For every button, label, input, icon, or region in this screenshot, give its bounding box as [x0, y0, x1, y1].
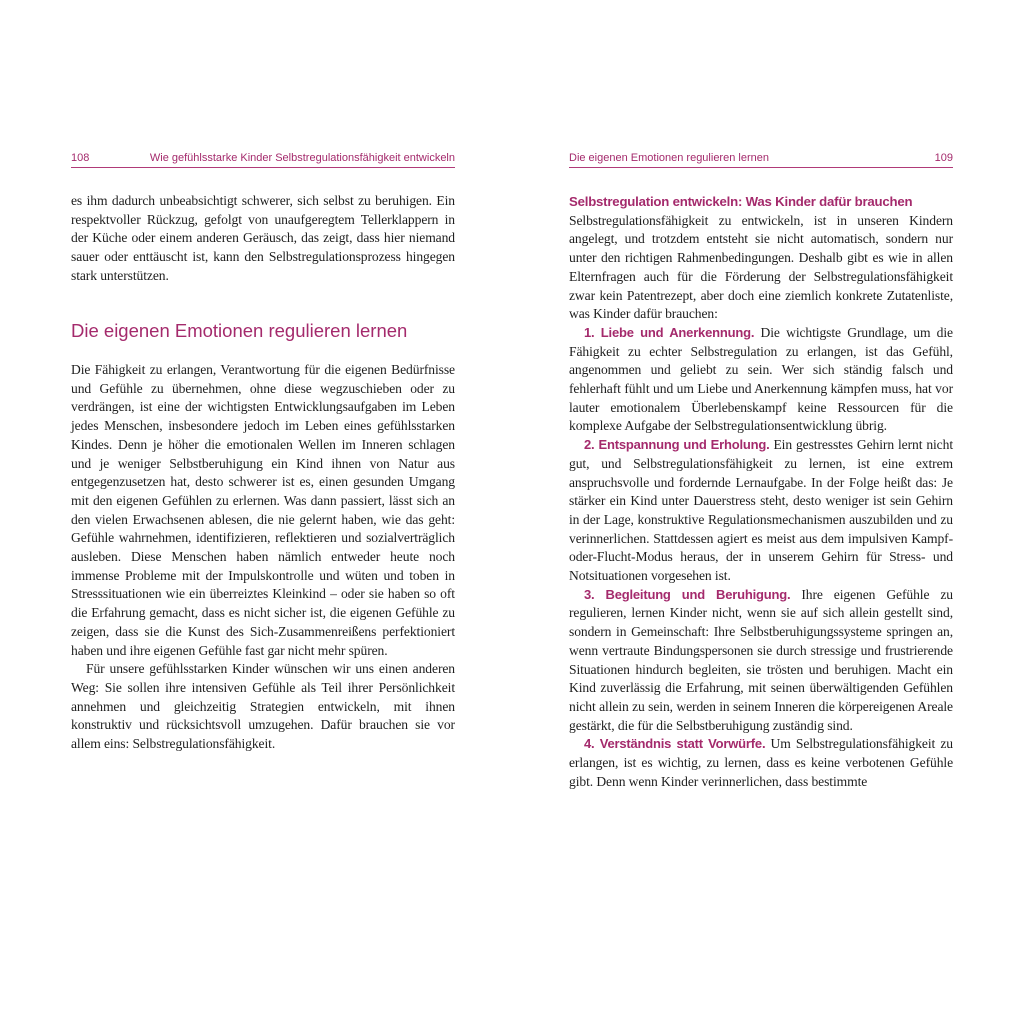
list-item [569, 324, 953, 436]
paragraph: Selbstregulationsfähigkeit zu entwickeln, ist in unseren Kindern angelegt, und trotzdem entsteht sie nicht automatisch, sondern nur unter den richtigen Rahmenbedingungen. Deshalb gibt es wie in allen Elternfragen auch für die Förderung der Selbstregulationsfähigkeit zwar kein Patentrezept, aber doch eine ziemlich konkrete Zutatenliste, was Kinder dafür brauchen: [569, 212, 953, 322]
list-item-lead: 4. Verständnis statt Vorwürfe. [584, 736, 766, 752]
right-main-text [569, 193, 953, 792]
paragraph: Für unsere gefühlsstarken Kinder wünschen wir uns einen anderen Weg: Sie sollen ihre intensiven Gefühle als Teil ihrer Persönlichkeit annehmen und gleichzeitig Strategien entwickeln, mit ihnen konstruktiv und rücksichtsvoll umzugehen. Dafür brauchen sie vor allem eins: Selbstregulationsfähigkeit. [71, 661, 455, 752]
right-page-number: 109 [934, 152, 953, 164]
subheading: Selbstregulation entwickeln: Was Kinder dafür brauchen [569, 194, 913, 209]
list-item-lead: 1. Liebe und Anerkennung. [584, 324, 755, 340]
list-item-lead: 3. Begleitung und Beruhigung. [584, 586, 791, 602]
list-item-text: Ein gestresstes Gehirn lernt nicht gut, und Selbstregulationsfähigkeit zu lernen, ist eine extrem anspruchsvolle und fordernde Lernaufgabe. In der Folge heißt das: Je stärker ein Kind unter Dauerstress steht, desto weniger ist sein Gehirn in der Lage, konstruktive Regulationsmechanismen auszubilden und zu verinnerlichen. Stattdessen agiert es meist aus dem impulsiven Kampf-oder-Flucht-Modus heraus, der in unserem Gehirn für Stress- und Notsituationen vorgesehen ist. [569, 437, 953, 584]
list-item-text: Um Selbstregulationsfähigkeit zu erlangen, ist es wichtig, zu lernen, dass es keine verbotenen Gefühle gibt. Denn wenn Kinder verinnerlichen, dass bestimmte [569, 736, 953, 789]
left-page-number: 108 [71, 152, 90, 164]
list-item [569, 735, 953, 791]
left-opening-text [71, 192, 455, 286]
paragraph: Die Fähigkeit zu erlangen, Verantwortung für die eigenen Bedürfnisse und Gefühle zu übernehmen, ohne diese wegzuschieben oder zu verdrängen, ist eine der wichtigsten Entwicklungsaufgaben im Leben jedes Menschen, insbesondere jedoch im Leben eines gefühlsstarken Kindes. Denn je höher die emotionalen Wellen im Inneren schlagen und je weniger Selbstberuhigung ein Kind ihnen von Natur aus entgegenzusetzen hat, desto schwerer ist es, einen gesunden Umgang mit den eigenen Gefühlen zu erlernen. Was dann passiert, lässt sich an den vielen Erwachsenen ablesen, die nie gelernt haben, wie das geht: Gefühle wahrnehmen, identifizieren, reflektieren und sozialverträglich ausleben. Diese Menschen haben nämlich entweder heute noch immense Probleme mit der Impulskontrolle und wüten und toben in Stresssituationen wie ein überreiztes Kleinkind – oder sie haben so oft die Erfahrung gemacht, dass es nicht sicher ist, die eigenen Gefühle zu zeigen, dass sie die Kunst des Sich-Zusammenreißens perfektioniert haben und ihre eigenen Gefühle fast gar nicht mehr spüren. [71, 362, 455, 658]
list-item-lead: 2. Entspannung und Erholung. [584, 437, 770, 453]
left-main-text [71, 361, 455, 754]
right-running-head [569, 151, 953, 168]
list-item-text: Ihre eigenen Gefühle zu regulieren, lernen Kinder nicht, wenn sie auf sich allein gestellt sind, sondern in Gemeinschaft: Ihre Selbstberuhigungssysteme springen an, wenn vertraute Bindungspersonen sie durch stressige und frustrierende Situationen hindurch begleiten, sie trösten und beruhigen. Macht ein Kind zuverlässig die Erfahrung, mit seinen überwältigenden Gefühlen nicht allein zu sein, werden in seinem Inneren die körpereigenen Areale gestärkt, die für die Selbstberuhigung zuständig sind. [569, 586, 953, 733]
left-running-head [71, 151, 455, 168]
list-item [569, 436, 953, 586]
list-item [569, 586, 953, 736]
right-running-head-title: Die eigenen Emotionen regulieren lernen [569, 152, 769, 164]
left-running-head-title: Wie gefühlsstarke Kinder Selbstregulationsfähigkeit entwickeln [149, 152, 455, 164]
list-item-text: Die wichtigste Grundlage, um die Fähigkeit zu echter Selbstregulation zu erlangen, ist das Gefühl, angenommen und geliebt zu sein. Wer sich ständig falsch und fehlerhaft fühlt und um Liebe und Anerkennung kämpfen muss, hat vor lauter emotionalem Überlebenskampf keine Ressourcen für die komplexe Aufgabe der Selbstregulationsentwicklung übrig. [569, 324, 953, 434]
paragraph: es ihm dadurch unbeabsichtigt schwerer, sich selbst zu beruhigen. Ein respektvoller Rückzug, gefolgt von unaufgeregtem Tellerklappern in der Küche oder einem anderen Geräusch, das zeigt, dass hier niemand sauer oder enttäuscht ist, kann den Selbstregulationsprozess hingegen stark unterstützen. [71, 193, 455, 283]
section-heading: Die eigenen Emotionen regulieren lernen [71, 320, 408, 341]
